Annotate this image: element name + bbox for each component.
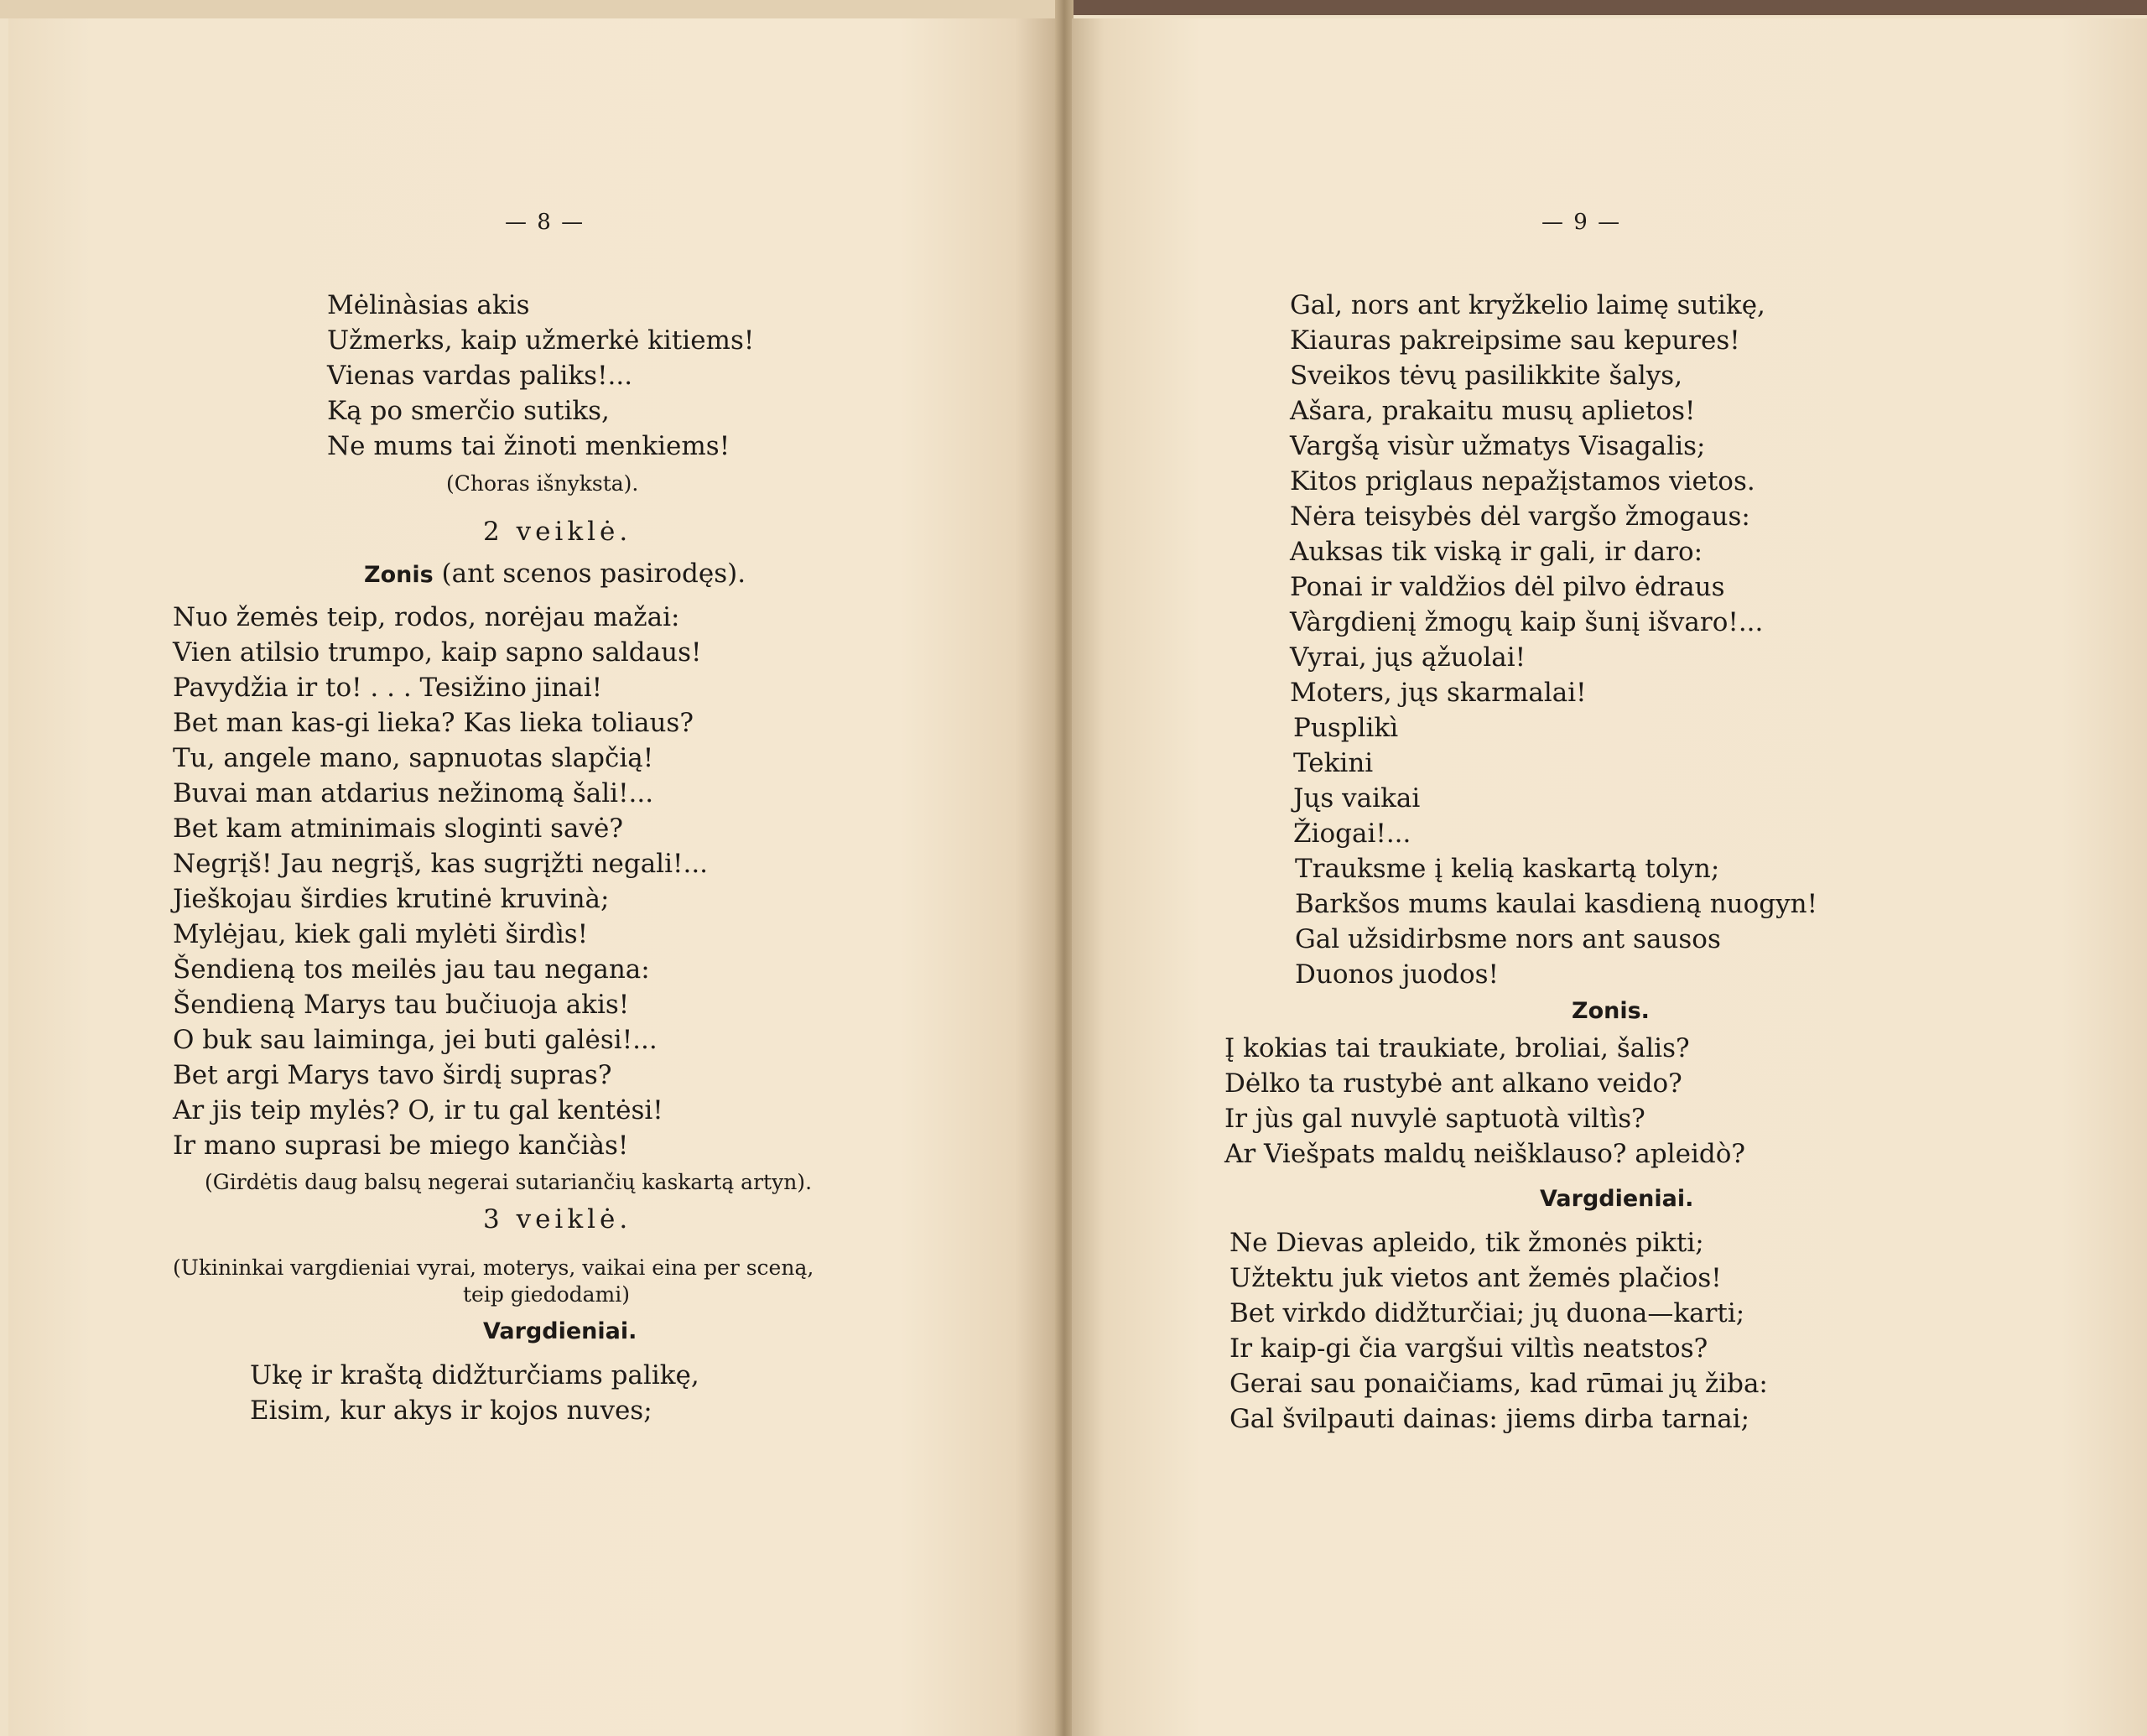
- verse-line: Ką po smerčio sutiks,: [327, 396, 610, 426]
- stage-direction: (Ukininkai vargdieniai vyrai, moterys, vaikai eina per sceną,: [173, 1255, 814, 1280]
- verse-line: Ne Dievas apleido, tik žmonės pikti;: [1229, 1228, 1704, 1258]
- verse-line: Užmerks, kaip užmerkė kitiems!: [327, 325, 755, 356]
- verse-line: Tu, angele mano, sapnuotas slapčią!: [173, 743, 654, 773]
- verse-line: Gal, nors ant kryžkelio laimę sutikę,: [1290, 290, 1765, 320]
- verse-line: Moters, jųs skarmalai!: [1290, 678, 1587, 708]
- verse-line: Buvai man atdarius nežinomą šali!...: [173, 778, 654, 808]
- verse-line: Tekini: [1293, 748, 1374, 778]
- verse-line: Barkšos mums kaulai kasdieną nuogyn!: [1295, 889, 1818, 919]
- verse-line: Jųs vaikai: [1293, 783, 1421, 813]
- act-heading: 2 veiklė.: [483, 517, 632, 547]
- verse-line: Vien atilsio trumpo, kaip sapno saldaus!: [173, 637, 702, 668]
- stage-direction: (Choras išnyksta).: [446, 471, 639, 496]
- verse-line: Negrįš! Jau negrįš, kas sugrįžti negali!...: [173, 849, 709, 879]
- verse-line: Sveikos tėvų pasilikkite šalys,: [1290, 361, 1683, 391]
- speaker-name: Vargdieniai.: [483, 1318, 637, 1344]
- verse-line: Vàrgdienį žmogų kaip šunį išvaro!...: [1290, 607, 1764, 637]
- page-number: — 8 —: [505, 210, 585, 235]
- verse-line: Bet argi Marys tavo širdį supras?: [173, 1060, 612, 1090]
- verse-line: Šendieną tos meilės jau tau negana:: [173, 954, 650, 985]
- verse-line: Ar Viešpats maldų neišklauso? apleidò?: [1224, 1139, 1746, 1169]
- verse-line: Ir kaip-gi čia vargšui viltìs neatstos?: [1229, 1333, 1708, 1364]
- verse-line: Trauksme į kelią kaskartą tolyn;: [1295, 854, 1720, 884]
- verse-line: Žiogai!...: [1293, 819, 1411, 849]
- verse-line: Duonos juodos!: [1295, 959, 1499, 990]
- right-page: [1072, 18, 2147, 1736]
- act-heading: 3 veiklė.: [483, 1204, 632, 1234]
- verse-line: Ponai ir valdžios dėl pilvo ėdraus: [1290, 572, 1725, 602]
- verse-line: Ar jis teip mylės? O, ir tu gal kentėsi!: [173, 1095, 663, 1125]
- verse-line: Vyrai, jųs ąžuolai!: [1290, 642, 1526, 673]
- verse-line: Ir jùs gal nuvylė saptuotà viltìs?: [1224, 1104, 1645, 1134]
- stage-direction: (ant scenos pasirodęs).: [441, 559, 746, 589]
- verse-line: Bet virkdo didžturčiai; jų duona—karti;: [1229, 1298, 1745, 1328]
- page-number: — 9 —: [1541, 210, 1622, 235]
- verse-line: Pusplikì: [1293, 713, 1399, 743]
- verse-line: Dėlko ta rustybė ant alkano veido?: [1224, 1068, 1682, 1099]
- stage-direction: (Girdėtis daug balsų negerai sutariančių kaskartą artyn).: [205, 1170, 813, 1194]
- verse-line: Mylėjau, kiek gali mylėti širdìs!: [173, 919, 589, 949]
- verse-line: Šendieną Marys tau bučiuoja akis!: [173, 990, 630, 1020]
- speaker-name: Vargdieniai.: [1540, 1186, 1694, 1212]
- speaker-name: Zonis: [364, 562, 434, 588]
- verse-line: Vienas vardas paliks!...: [327, 361, 633, 391]
- verse-line: Bet kam atminimais sloginti savė?: [173, 813, 623, 844]
- verse-line: Eisim, kur akys ir kojos nuves;: [250, 1396, 652, 1426]
- verse-line: Ne mums tai žinoti menkiems!: [327, 431, 730, 461]
- verse-line: Kiauras pakreipsime sau kepures!: [1290, 325, 1740, 356]
- verse-line: Užtektu juk vietos ant žemės plačios!: [1229, 1263, 1722, 1293]
- cover-edge: [1072, 0, 2147, 15]
- verse-line: Gal švilpauti dainas: jiems dirba tarnai;: [1229, 1404, 1750, 1434]
- verse-line: Auksas tik viską ir gali, ir daro:: [1290, 537, 1703, 567]
- verse-line: O buk sau laiminga, jei buti galėsi!...: [173, 1025, 658, 1055]
- left-page: [8, 18, 1057, 1736]
- speaker-name: Zonis.: [1572, 998, 1650, 1024]
- speaker-line: [364, 557, 746, 592]
- verse-line: Jieškojau širdies krutinė kruvinà;: [173, 884, 610, 914]
- verse-line: Nėra teisybės dėl vargšo žmogaus:: [1290, 502, 1750, 532]
- verse-line: Vargšą visùr užmatys Visagalis;: [1290, 431, 1706, 461]
- verse-line: Nuo žemės teip, rodos, norėjau mažai:: [173, 602, 680, 632]
- verse-line: Ukę ir kraštą didžturčiams palikę,: [250, 1360, 699, 1390]
- verse-line: Bet man kas-gi lieka? Kas lieka toliaus?: [173, 708, 694, 738]
- verse-line: Gerai sau ponaičiams, kad rūmai jų žiba:: [1229, 1369, 1768, 1399]
- verse-line: Kitos priglaus nepažįstamos vietos.: [1290, 466, 1755, 496]
- verse-line: Ir mano suprasi be miego kančiàs!: [173, 1130, 629, 1161]
- stage-direction: teip giedodami): [463, 1282, 630, 1307]
- book-spine: [1055, 0, 1074, 1736]
- page-edge: [0, 0, 1055, 18]
- verse-line: Į kokias tai traukiate, broliai, šalis?: [1224, 1033, 1690, 1063]
- verse-line: Gal užsidirbsme nors ant sausos: [1295, 924, 1721, 954]
- verse-line: Ašara, prakaitu musų aplietos!: [1290, 396, 1696, 426]
- verse-line: Mėlinàsias akis: [327, 290, 530, 320]
- verse-line: Pavydžia ir to! . . . Tesižino jinai!: [173, 673, 603, 703]
